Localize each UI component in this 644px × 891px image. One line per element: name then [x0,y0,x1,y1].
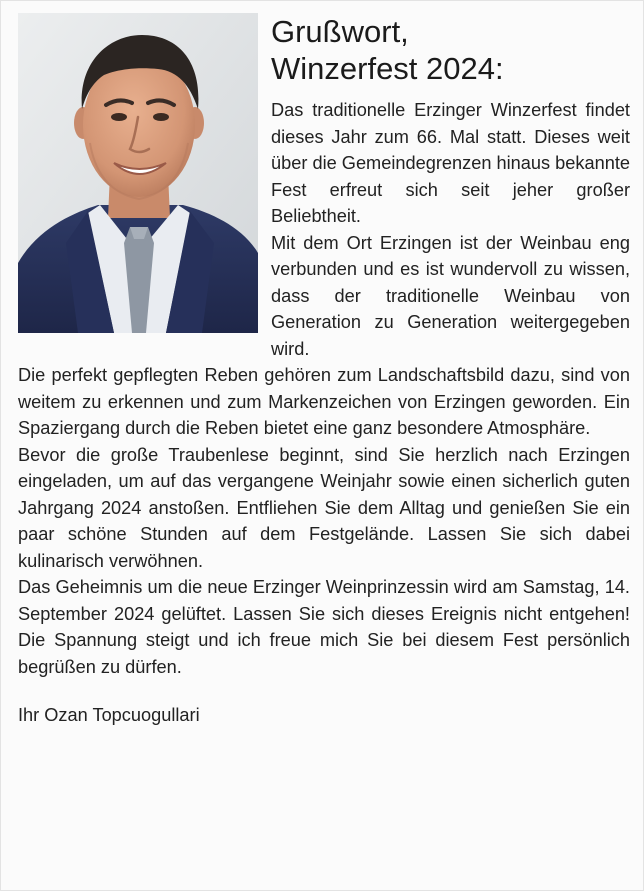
paragraph-5: Das Geheimnis um die neue Erzinger Weinprinzessin wird am Samstag, 14. September 2024 gelüftet. Lassen Sie sich dieses Ereignis nicht entgehen! Die Spannung steigt und ich freue mich Sie bei diesem Fest persönlich begrüßen zu dürfen. [18,577,630,677]
title-line-1: Grußwort, [271,14,409,49]
paragraph-4: Bevor die große Traubenlese beginnt, sind Sie herzlich nach Erzingen eingeladen, um auf das vergangene Weinjahr sowie einen sicherlich guten Jahrgang 2024 anstoßen. Entfliehen Sie dem Alltag und genießen Sie ein paar schöne Stunden auf dem Festgelände. Lassen Sie sich dabei kulinarisch verwöhnen. [18,444,630,571]
article-body [18,13,630,729]
paragraph-1: Das traditionelle Erzinger Winzerfest findet dieses Jahr zum 66. Mal statt. Dieses weit über die Gemeindegrenzen hinaus bekannte Fest erfreut sich seit jeher großer Beliebtheit. [271,100,630,227]
signature: Ihr Ozan Topcuogullari [18,705,200,726]
author-portrait-photo [18,13,258,333]
paragraph-3: Die perfekt gepflegten Reben gehören zum Landschaftsbild dazu, sind von weitem zu erkennen und zum Markenzeichen von Erzingen geworden. Ein Spaziergang durch die Reben bietet eine ganz besondere Atmosphäre. [18,365,630,439]
title-line-2: Winzerfest 2024: [271,51,504,87]
paragraph-2: Mit dem Ort Erzingen ist der Weinbau eng verbunden und es ist wundervoll zu wissen, dass der traditionelle Weinbau von Generation zu Generation weitergegeben wird. [271,232,630,359]
